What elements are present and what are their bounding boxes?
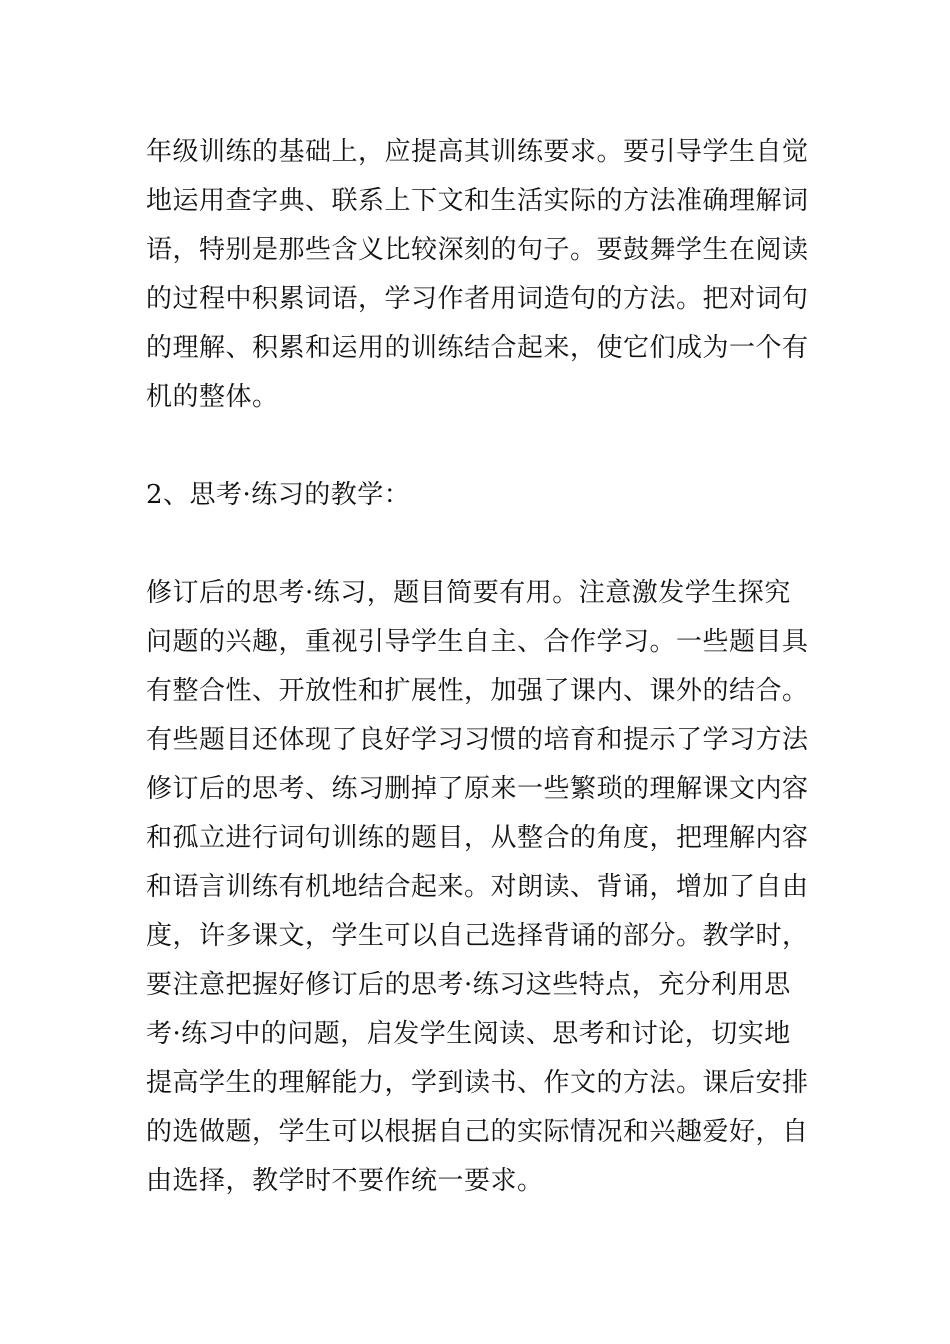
text-line: 有整合性、开放性和扩展性，加强了课内、课外的结合。 <box>146 676 809 706</box>
text-line: 和孤立进行词句训练的题目，从整合的角度，把理解内容 <box>146 823 809 853</box>
text-line: 的理解、积累和运用的训练结合起来，使它们成为一个有 <box>146 333 809 363</box>
text-line: 问题的兴趣，重视引导学生自主、合作学习。一些题目具 <box>146 627 809 657</box>
text-line: 机的整体。 <box>146 382 279 412</box>
text-line: 年级训练的基础上，应提高其训练要求。要引导学生自觉 <box>146 137 809 167</box>
text-line: 修订后的思考、练习删掉了原来一些繁琐的理解课文内容 <box>146 774 809 804</box>
text-line: 和语言训练有机地结合起来。对朗读、背诵，增加了自由 <box>146 872 809 902</box>
text-line: 提高学生的理解能力，学到读书、作文的方法。课后安排 <box>146 1068 809 1098</box>
text-line: 的选做题，学生可以根据自己的实际情况和兴趣爱好，自 <box>146 1117 809 1147</box>
text-line: 语，特别是那些含义比较深刻的句子。要鼓舞学生在阅读 <box>146 235 809 265</box>
text-line: 考·练习中的问题，启发学生阅读、思考和讨论，切实地 <box>146 1019 791 1049</box>
paragraph-1 <box>146 128 808 422</box>
text-line: 有些题目还体现了良好学习习惯的培育和提示了学习方法 <box>146 725 809 755</box>
paragraph-2 <box>146 569 808 1206</box>
section-heading <box>146 471 808 520</box>
heading-text: 2、思考·练习的教学： <box>146 480 411 510</box>
text-line: 地运用查字典、联系上下文和生活实际的方法准确理解词 <box>146 186 809 216</box>
document-body <box>146 128 808 1206</box>
text-line: 要注意把握好修订后的思考·练习这些特点，充分利用思 <box>146 970 791 1000</box>
text-line: 修订后的思考·练习，题目简要有用。注意激发学生探究 <box>146 578 791 608</box>
text-line: 度，许多课文，学生可以自己选择背诵的部分。教学时， <box>146 921 809 951</box>
text-line: 由选择，教学时不要作统一要求。 <box>146 1166 544 1196</box>
text-line: 的过程中积累词语，学习作者用词造句的方法。把对词句 <box>146 284 809 314</box>
